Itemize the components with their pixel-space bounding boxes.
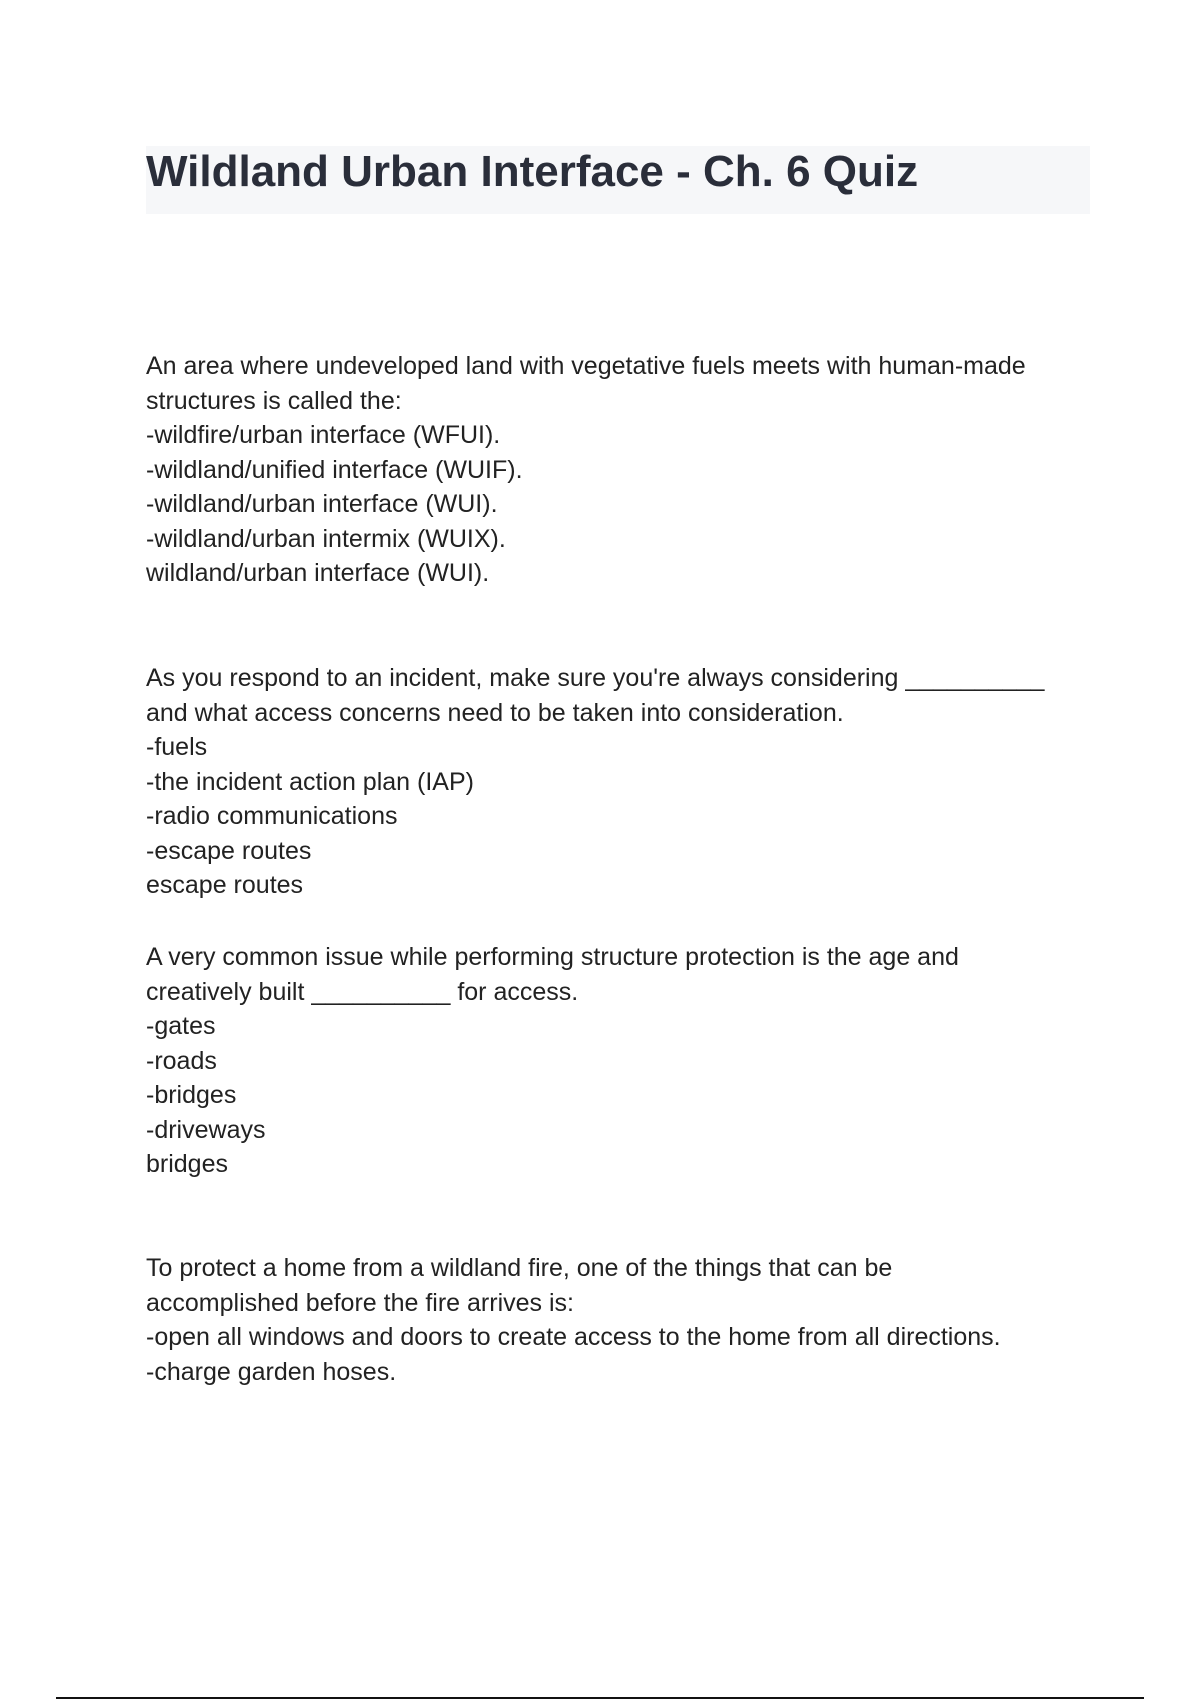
question-text: An area where undeveloped land with vegetative fuels meets with human-made [146,352,1026,380]
question-text: and what access concerns need to be taken into consideration. [146,698,844,727]
question-text: creatively built __________ for access. [146,977,579,1006]
answer-option: -driveways [146,1115,266,1144]
question-block-3 [146,940,1106,1182]
answer-option: -roads [146,1046,217,1075]
question-text: As you respond to an incident, make sure you're always considering __________ [146,664,1045,692]
question-block-2 [146,661,1106,903]
answer-option: -open all windows and doors to create access to the home from all directions. [146,1323,1001,1351]
answer-option: -the incident action plan (IAP) [146,767,474,796]
answer-option: -wildfire/urban interface (WFUI). [146,421,501,449]
question-text: To protect a home from a wildland fire, one of the things that can be [146,1254,893,1282]
page-bottom-rule [56,1697,1144,1699]
answer-option: -wildland/unified interface (WUIF). [146,455,523,484]
answer-option: -bridges [146,1081,237,1109]
correct-answer: bridges [146,1150,228,1178]
answer-option: -escape routes [146,836,312,865]
answer-option: -wildland/urban interface (WUI). [146,490,498,518]
answer-option: -wildland/urban intermix (WUIX). [146,524,506,553]
answer-option: -charge garden hoses. [146,1357,397,1386]
correct-answer: wildland/urban interface (WUI). [146,559,490,587]
question-text: A very common issue while performing structure protection is the age and [146,943,959,971]
question-text: accomplished before the fire arrives is: [146,1288,574,1317]
question-block-1 [146,349,1106,591]
answer-option: -gates [146,1012,216,1040]
answer-option: -fuels [146,733,208,761]
question-block-4 [146,1251,1106,1389]
page-title: Wildland Urban Interface - Ch. 6 Quiz [146,147,919,196]
answer-option: -radio communications [146,802,398,830]
correct-answer: escape routes [146,871,304,899]
question-text: structures is called the: [146,386,402,415]
